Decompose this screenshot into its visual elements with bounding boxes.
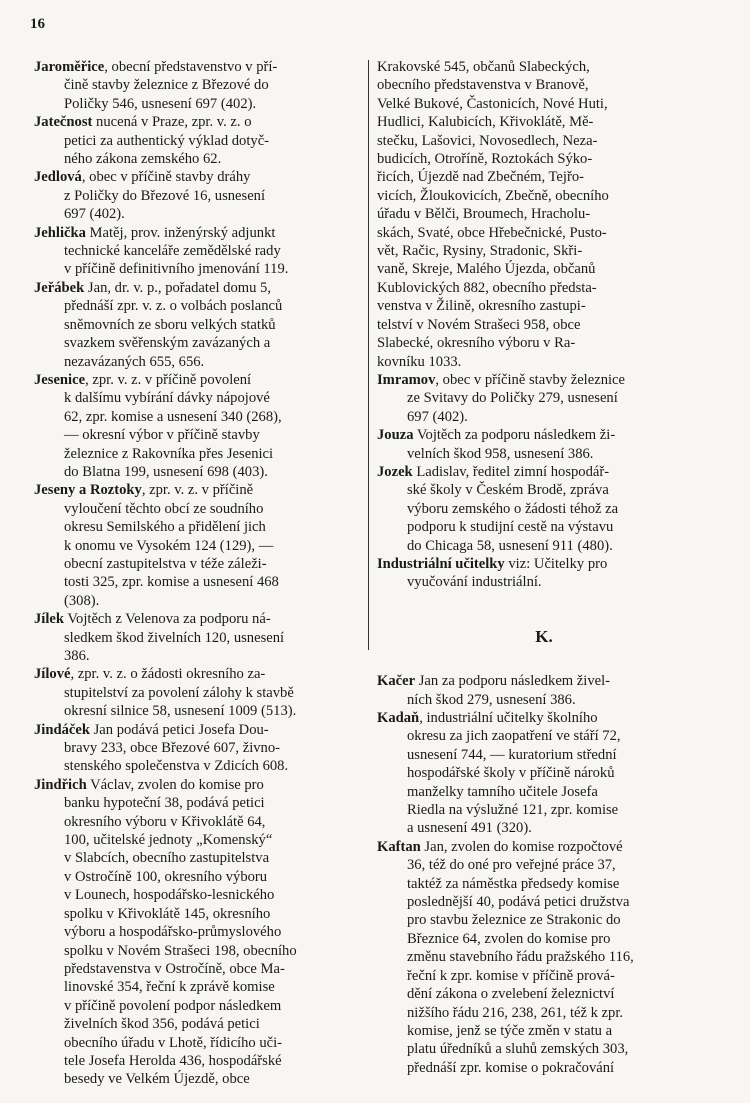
entry-text: Velké Bukové, Častonicích, Nové Huti, bbox=[377, 95, 608, 112]
entry-line bbox=[34, 610, 360, 628]
entry-line bbox=[377, 911, 711, 929]
entry-line bbox=[377, 537, 711, 555]
entry-text: změnu stavebního řádu pražského 116, bbox=[407, 949, 634, 966]
entry-headword: Jindáček bbox=[34, 721, 90, 738]
entry-text: skách, Svaté, obce Hřebečnické, Pusto- bbox=[377, 224, 607, 241]
entry-text: k dalšímu vybírání dávky nápojové bbox=[64, 390, 270, 407]
entry-headword: Jaroměřice bbox=[34, 59, 105, 75]
entry-text: vaně, Skreje, Malého Újezda, občanů bbox=[377, 261, 596, 278]
entry-line bbox=[34, 647, 360, 665]
entry-line bbox=[377, 113, 711, 131]
entry-headword: Industriální učitelky bbox=[377, 555, 505, 572]
entry-line bbox=[377, 764, 711, 782]
index-entry bbox=[34, 721, 360, 776]
entry-headword: Kačer bbox=[377, 673, 416, 690]
entry-text: (308). bbox=[64, 592, 100, 609]
entry-line bbox=[34, 518, 360, 536]
entry-text: manželky tamního učitele Josefa bbox=[407, 783, 598, 800]
entry-line bbox=[377, 389, 711, 407]
entry-text: obecního představenstva v Branově, bbox=[377, 77, 589, 94]
entry-line bbox=[377, 150, 711, 168]
entry-line bbox=[34, 426, 360, 444]
entry-line bbox=[34, 960, 360, 978]
entry-line bbox=[377, 518, 711, 536]
entry-text: poslednější 40, podává petici družstva bbox=[407, 894, 630, 911]
entry-headword: Kadaň bbox=[377, 710, 420, 726]
entry-text: hospodářské školy v příčině nároků bbox=[407, 765, 615, 782]
entry-text: železnice z Rakovníka přes Jesenici bbox=[64, 445, 274, 462]
entry-line bbox=[377, 555, 711, 573]
entry-line bbox=[377, 709, 711, 727]
entry-text: Kublovických 882, obecního předsta- bbox=[377, 279, 597, 296]
entry-line bbox=[377, 260, 711, 278]
entry-text: Slabecké, okresního výboru v Ra- bbox=[377, 335, 576, 352]
entry-line bbox=[34, 445, 360, 463]
entry-text: komise, jenž se týče změn v statu a bbox=[407, 1022, 613, 1039]
entry-text: podporu k studijní cestě na výstavu bbox=[407, 519, 614, 536]
entry-text: v Ostročíně 100, okresního výboru bbox=[64, 868, 268, 885]
entry-text: spolku v Křivoklátě 145, okresního bbox=[64, 905, 271, 922]
entry-line bbox=[34, 868, 360, 886]
entry-line bbox=[34, 905, 360, 923]
entry-text: čině stavby železnice z Březové do bbox=[64, 77, 269, 94]
entry-line bbox=[34, 132, 360, 150]
entry-text: venstva v Žilině, okresního zastupi- bbox=[377, 298, 586, 315]
entry-line bbox=[34, 113, 360, 131]
entry-line bbox=[34, 739, 360, 757]
entry-line bbox=[34, 1052, 360, 1070]
entry-line bbox=[377, 783, 711, 801]
entry-line bbox=[34, 923, 360, 941]
entry-line bbox=[34, 316, 360, 334]
entry-text: Jan, zvolen do komise rozpočtové bbox=[420, 838, 623, 855]
entry-text: 697 (402). bbox=[64, 206, 125, 223]
entry-text: viz: Učitelky pro bbox=[504, 555, 608, 572]
entry-line bbox=[377, 838, 711, 856]
entry-text: obecní zastupitelstva v téže záleži- bbox=[64, 555, 267, 572]
entry-text: 386. bbox=[64, 648, 90, 664]
entry-line bbox=[34, 629, 360, 647]
entry-line bbox=[377, 801, 711, 819]
entry-text: Ladislav, ředitel zimní hospodář- bbox=[412, 463, 610, 480]
entry-text: nižšího řádu 216, 238, 261, též k zpr. bbox=[407, 1004, 624, 1021]
entry-line bbox=[377, 691, 711, 709]
entry-line bbox=[34, 978, 360, 996]
entry-text: okresu za jich zaopatření ve stáří 72, bbox=[407, 728, 621, 745]
entry-text: Poličky 546, usnesení 697 (402). bbox=[64, 95, 257, 112]
entry-text: řicích, Újezdě nad Zbečném, Tejřo- bbox=[377, 169, 584, 186]
entry-line bbox=[377, 930, 711, 948]
entry-line bbox=[377, 463, 711, 481]
index-entry bbox=[377, 463, 711, 555]
entry-headword: Jesenice bbox=[34, 371, 86, 388]
entry-text: ného zákona zemského 62. bbox=[64, 151, 222, 168]
entry-line bbox=[34, 886, 360, 904]
entry-line bbox=[377, 426, 711, 444]
entry-text: , zpr. v. z. v příčině bbox=[141, 482, 254, 499]
entry-line bbox=[34, 500, 360, 518]
entry-line bbox=[377, 76, 711, 94]
entry-line bbox=[34, 353, 360, 371]
index-entry bbox=[34, 481, 360, 610]
entry-text: představenstva v Ostročíně, obce Ma- bbox=[64, 960, 285, 977]
entry-text: obecního úřadu v Lhotě, řídicího uči- bbox=[64, 1034, 283, 1051]
entry-text: v Lounech, hospodářsko-lesnického bbox=[64, 887, 275, 904]
entry-text: vicích, Žloukovicích, Zbečně, obecního bbox=[377, 187, 609, 204]
entry-text: nezavázaných 655, 656. bbox=[64, 353, 205, 370]
entry-line bbox=[34, 95, 360, 113]
entry-line bbox=[377, 242, 711, 260]
entry-line bbox=[34, 942, 360, 960]
entry-text: nucená v Praze, zpr. v. z. o bbox=[92, 114, 252, 131]
entry-text: Krakovské 545, občanů Slabeckých, bbox=[377, 59, 590, 75]
entry-headword: Jedlová bbox=[34, 169, 82, 186]
entry-line bbox=[377, 672, 711, 690]
entry-line bbox=[377, 187, 711, 205]
entry-line bbox=[377, 481, 711, 499]
entry-headword: Jeseny a Roztoky bbox=[34, 482, 142, 499]
column-divider bbox=[368, 60, 369, 650]
entry-line bbox=[34, 58, 360, 76]
entry-text: , zpr. v. z. v příčině povolení bbox=[85, 371, 252, 388]
entry-text: přednáší zpr. komise o pokračování bbox=[407, 1059, 615, 1076]
entry-line bbox=[34, 537, 360, 555]
entry-line bbox=[377, 279, 711, 297]
entry-line bbox=[377, 875, 711, 893]
entry-text: telství v Novém Strašeci 958, obce bbox=[377, 316, 581, 333]
entry-text: Jan, dr. v. p., pořadatel domu 5, bbox=[84, 279, 271, 296]
entry-line bbox=[34, 1034, 360, 1052]
entry-text: dění zákona o zvelebení železnictví bbox=[407, 986, 615, 1003]
entry-line bbox=[377, 746, 711, 764]
entry-line bbox=[34, 389, 360, 407]
entry-text: technické kanceláře zemědělské rady bbox=[64, 243, 281, 260]
entry-text: Hudlici, Kalubicích, Křivoklátě, Mě- bbox=[377, 114, 594, 131]
entry-text: stečku, Lašovici, Novosedlech, Neza- bbox=[377, 132, 598, 149]
entry-text: živelních škod 356, podává petici bbox=[64, 1016, 260, 1033]
entry-text: vyloučení těchto obcí ze soudního bbox=[64, 500, 264, 517]
entry-text: Vojtěch z Velenova za podporu ná- bbox=[64, 611, 271, 628]
entry-text: taktéž za náměstka předsedy komise bbox=[407, 875, 620, 892]
entry-line bbox=[377, 95, 711, 113]
entry-text: do Chicaga 58, usnesení 911 (480). bbox=[407, 537, 613, 554]
entry-line bbox=[34, 242, 360, 260]
right-column bbox=[377, 58, 711, 1077]
entry-line bbox=[34, 592, 360, 610]
entry-text: 697 (402). bbox=[407, 408, 468, 425]
entry-line bbox=[377, 500, 711, 518]
index-entry bbox=[377, 371, 711, 426]
entry-text: ské školy v Českém Brodě, zpráva bbox=[407, 482, 609, 499]
entry-text: tosti 325, zpr. komise a usnesení 468 bbox=[64, 574, 279, 591]
entry-text: usnesení 744, — kuratorium střední bbox=[407, 746, 617, 763]
entry-text: Jan za podporu následkem živel- bbox=[415, 673, 611, 690]
entry-text: Vojtěch za podporu následkem ži- bbox=[413, 427, 616, 444]
entry-line bbox=[34, 555, 360, 573]
index-entry bbox=[34, 168, 360, 223]
entry-line bbox=[377, 408, 711, 426]
entry-line bbox=[34, 665, 360, 683]
entry-line bbox=[34, 371, 360, 389]
entry-text: Matěj, prov. inženýrský adjunkt bbox=[85, 224, 276, 241]
entry-line bbox=[34, 224, 360, 242]
index-entry bbox=[34, 279, 360, 371]
index-entry bbox=[377, 838, 711, 1077]
entry-line bbox=[377, 1040, 711, 1058]
entry-line bbox=[377, 967, 711, 985]
entry-line bbox=[377, 224, 711, 242]
index-entry bbox=[34, 224, 360, 279]
entry-text: k onomu ve Vysokém 124 (129), — bbox=[64, 537, 274, 554]
entry-line bbox=[377, 1059, 711, 1077]
index-entry bbox=[377, 672, 711, 709]
entry-text: vět, Račic, Rysiny, Stradonic, Skři- bbox=[377, 243, 583, 260]
entry-text: okresního výboru v Křivoklátě 64, bbox=[64, 813, 266, 830]
entry-text: okresu Semilského a přidělení jich bbox=[64, 519, 266, 536]
entry-text: , zpr. v. z. o žádosti okresního za- bbox=[70, 666, 266, 683]
entry-line bbox=[377, 819, 711, 837]
entry-line bbox=[34, 168, 360, 186]
entry-text: stenského společenstva v Zdicích 608. bbox=[64, 758, 289, 775]
entry-line bbox=[34, 757, 360, 775]
entry-text: banku hypoteční 38, podává petici bbox=[64, 795, 265, 812]
index-entry bbox=[34, 610, 360, 665]
entry-text: 100, učitelské jednoty „Komenský“ bbox=[64, 832, 273, 849]
entry-line bbox=[34, 573, 360, 591]
entry-line bbox=[34, 334, 360, 352]
entry-line bbox=[34, 776, 360, 794]
entry-text: , industriální učitelky školního bbox=[419, 710, 598, 726]
entry-text: svazkem svěřenským zavázaných a bbox=[64, 335, 271, 352]
entry-text: sledkem škod živelních 120, usnesení bbox=[64, 629, 285, 646]
index-entry bbox=[34, 58, 360, 113]
entry-line bbox=[34, 831, 360, 849]
entry-line bbox=[34, 1070, 360, 1088]
entry-text: Václav, zvolen do komise pro bbox=[86, 776, 264, 793]
entry-text: ních škod 279, usnesení 386. bbox=[407, 691, 576, 708]
entry-text: pro stavbu železnice ze Strakonic do bbox=[407, 912, 621, 929]
entry-line bbox=[377, 893, 711, 911]
entry-headword: Kaftan bbox=[377, 838, 421, 855]
entry-text: , obec v příčině stavby dráhy bbox=[81, 169, 251, 186]
entry-text: stupitelství za povolení zálohy k stavbě bbox=[64, 684, 294, 701]
entry-text: petici za authentický výklad dotyč- bbox=[64, 132, 270, 149]
entry-text: sněmovních ze sboru velkých statků bbox=[64, 316, 276, 333]
entry-text: Březnice 64, zvolen do komise pro bbox=[407, 930, 611, 947]
entry-text: velních škod 958, usnesení 386. bbox=[407, 445, 594, 462]
entry-text: linovské 354, řeční k zprávě komise bbox=[64, 979, 275, 996]
entry-text: vyučování industriální. bbox=[407, 574, 542, 591]
entry-line bbox=[34, 849, 360, 867]
index-entry bbox=[377, 58, 711, 371]
entry-text: kovníku 1033. bbox=[377, 353, 462, 370]
entry-line bbox=[377, 856, 711, 874]
entry-line bbox=[34, 997, 360, 1015]
page-number: 16 bbox=[30, 16, 45, 32]
entry-text: do Blatna 199, usnesení 698 (403). bbox=[64, 463, 268, 480]
entry-text: , obecní představenstvo v pří- bbox=[104, 59, 278, 75]
entry-line bbox=[377, 58, 711, 76]
entry-text: besedy ve Velkém Újezdě, obce bbox=[64, 1071, 250, 1088]
entry-line bbox=[34, 150, 360, 168]
entry-text: úřadu v Bělči, Broumech, Hracholu- bbox=[377, 206, 591, 223]
entry-headword: Jozek bbox=[377, 463, 413, 480]
entry-line bbox=[34, 260, 360, 278]
entry-line bbox=[377, 445, 711, 463]
entry-headword: Jeřábek bbox=[34, 279, 85, 296]
entry-line bbox=[34, 1015, 360, 1033]
entry-line bbox=[377, 727, 711, 745]
entry-line bbox=[34, 702, 360, 720]
entry-text: 62, zpr. komise a usnesení 340 (268), bbox=[64, 408, 282, 425]
entry-line bbox=[34, 279, 360, 297]
entry-line bbox=[34, 187, 360, 205]
entry-text: a usnesení 491 (320). bbox=[407, 820, 532, 837]
entry-text: — okresní výbor v příčině stavby bbox=[64, 427, 260, 444]
entry-text: Jan podává petici Josefa Dou- bbox=[89, 721, 269, 738]
entry-headword: Jouza bbox=[377, 427, 414, 444]
entry-text: výboru a hospodářsko-průmyslového bbox=[64, 924, 282, 941]
entry-line bbox=[34, 205, 360, 223]
entry-text: okresní silnice 58, usnesení 1009 (513). bbox=[64, 703, 297, 720]
entry-line bbox=[34, 76, 360, 94]
entry-text: budicích, Otroříně, Roztokách Sýko- bbox=[377, 151, 593, 168]
entry-line bbox=[377, 1004, 711, 1022]
entry-text: , obec v příčině stavby železnice bbox=[435, 371, 626, 388]
entry-text: ze Svitavy do Poličky 279, usnesení bbox=[407, 390, 618, 407]
entry-text: v příčině povolení podpor následkem bbox=[64, 997, 282, 1014]
index-entry bbox=[34, 371, 360, 481]
entry-line bbox=[377, 1022, 711, 1040]
entry-headword: Jatečnost bbox=[34, 114, 93, 131]
entry-line bbox=[34, 481, 360, 499]
entry-text: řeční k zpr. komise v příčině prová- bbox=[407, 967, 615, 984]
index-entry bbox=[377, 555, 711, 592]
index-entry bbox=[34, 113, 360, 168]
entry-headword: Jehlička bbox=[34, 224, 86, 241]
entry-line bbox=[34, 684, 360, 702]
entry-line bbox=[377, 205, 711, 223]
entry-line bbox=[377, 334, 711, 352]
index-entry bbox=[34, 665, 360, 720]
entry-line bbox=[377, 353, 711, 371]
entry-line bbox=[34, 721, 360, 739]
entry-text: Riedla na výslužné 121, zpr. komise bbox=[407, 802, 619, 819]
entry-line bbox=[34, 297, 360, 315]
entry-text: v příčině definitivního jmenování 119. bbox=[64, 261, 289, 278]
entry-text: v Slabcích, obecního zastupitelstva bbox=[64, 850, 270, 867]
entry-text: tele Josefa Herolda 436, hospodářské bbox=[64, 1052, 282, 1069]
entry-line bbox=[34, 794, 360, 812]
entry-text: 36, též do oné pro veřejné práce 37, bbox=[407, 857, 616, 874]
entry-line bbox=[377, 132, 711, 150]
right-column-entries-k bbox=[377, 672, 711, 1077]
index-entry bbox=[377, 426, 711, 463]
left-column bbox=[34, 58, 360, 1089]
entry-text: spolku v Novém Strašeci 198, obecního bbox=[64, 942, 297, 959]
entry-line bbox=[377, 948, 711, 966]
entry-headword: Imramov bbox=[377, 371, 436, 388]
entry-line bbox=[34, 463, 360, 481]
entry-text: bravy 233, obce Březové 607, živno- bbox=[64, 740, 280, 757]
entry-line bbox=[377, 573, 711, 591]
entry-text: platu úředníků a sluhů zemských 303, bbox=[407, 1041, 629, 1058]
section-letter: K. bbox=[535, 626, 553, 646]
entry-headword: Jílek bbox=[34, 611, 64, 628]
entry-line bbox=[34, 813, 360, 831]
entry-line bbox=[377, 168, 711, 186]
entry-line bbox=[377, 297, 711, 315]
entry-line bbox=[377, 371, 711, 389]
entry-text: z Poličky do Březové 16, usnesení bbox=[64, 187, 266, 204]
right-column-entries-i-j bbox=[377, 58, 711, 592]
entry-headword: Jindřich bbox=[34, 776, 87, 793]
entry-line bbox=[34, 408, 360, 426]
entry-text: výboru zemského o žádosti téhož za bbox=[407, 500, 619, 517]
index-entry bbox=[377, 709, 711, 838]
entry-text: přednáší zpr. v. z. o volbách poslanců bbox=[64, 298, 283, 315]
entry-line bbox=[377, 316, 711, 334]
entry-line bbox=[377, 985, 711, 1003]
entry-headword: Jílové bbox=[34, 666, 71, 683]
index-entry bbox=[34, 776, 360, 1089]
